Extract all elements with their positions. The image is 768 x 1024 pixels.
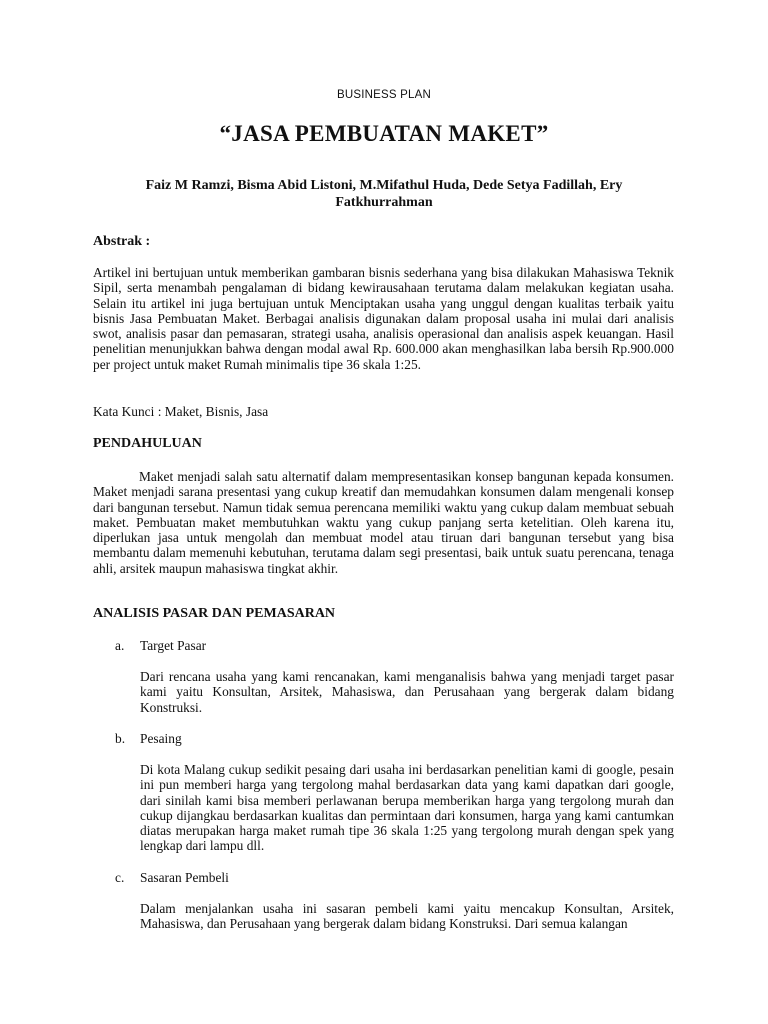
document-title: “JASA PEMBUATAN MAKET”	[219, 121, 549, 146]
list-text-sasaran-pembeli: Dalam menjalankan usaha ini sasaran pembeli kami yaitu mencakup Konsultan, Arsitek, Mahasiswa, dan Perusahaan yang bergerak dalam bidang Konstruksi. Dari semua kalangan	[140, 901, 674, 932]
header-label: BUSINESS PLAN	[337, 89, 431, 101]
intro-heading: PENDAHULUAN	[93, 436, 202, 451]
list-marker-b: b.	[115, 731, 126, 746]
list-marker-c: c.	[115, 870, 125, 885]
list-text-target-pasar: Dari rencana usaha yang kami rencanakan, kami menganalisis bahwa yang menjadi target pasar kami yaitu Konsultan, Arsitek, Mahasiswa, dan Perusahaan yang bergerak dalam bidang Konstruksi.	[140, 669, 674, 715]
list-text-pesaing: Di kota Malang cukup sedikit pesaing dari usaha ini berdasarkan penelitian kami di google, pesain ini pun memberi harga yang tergolong mahal berdasarkan data yang kami dapatkan dari google, dari sinilah kami bisa memberi perlawanan berupa memberikan harga yang tergolong murah dan cukup dijangkau berdasarkan kualitas dan permintaan dari konsumen, harga yang kami cantumkan diatas merupakan harga maket rumah tipe 36 skala 1:25 yang tergolong murah dengan spek yang lengkap dari lampu dll.	[140, 762, 674, 854]
abstract-heading: Abstrak :	[93, 234, 151, 249]
list-label-target-pasar: Target Pasar	[140, 638, 207, 653]
list-label-pesaing: Pesaing	[140, 731, 182, 746]
list-label-sasaran-pembeli: Sasaran Pembeli	[140, 870, 229, 885]
keywords: Kata Kunci : Maket, Bisnis, Jasa	[93, 404, 269, 419]
abstract-text: Artikel ini bertujuan untuk memberikan gambaran bisnis sederhana yang bisa dilakukan Mahasiswa Teknik Sipil, serta menambah pengalaman di bidang kewirausahaan terutama dalam melakukan kegiatan usaha. Selain itu artikel ini juga bertujuan untuk Menciptakan usaha yang unggul dengan kualitas terbaik yaitu bisnis Jasa Pembuatan Maket. Berbagai analisis digunakan dalam proposal usaha ini mulai dari analisis swot, analisis pasar dan pemasaran, strategi usaha, analisis operasional dan analisis aspek keuangan. Hasil penelitian menunjukkan bahwa dengan modal awal Rp. 600.000 akan menghasilkan laba bersih Rp.900.000 per project untuk maket Rumah minimalis tipe 36 skala 1:25.	[93, 265, 674, 372]
market-heading: ANALISIS PASAR DAN PEMASARAN	[93, 606, 336, 621]
intro-text: Maket menjadi salah satu alternatif dalam mempresentasikan konsep bangunan kepada konsumen. Maket menjadi sarana presentasi yang cukup kreatif dan memudahkan konsumen dalam mengenali konsep dari bangunan tersebut. Namun tidak semua perencana memiliki waktu yang cukup dalam membuat sebuah maket. Pembuatan maket membutuhkan waktu yang cukup panjang serta ketelitian. Oleh karena itu, diperlukan jasa untuk mengolah dan membuat model atau tiruan dari bangunan tersebut yang bisa membantu dalam memenuhi kebutuhan, terutama dalam segi presentasi, baik untuk suatu perencana, tenaga ahli, arsitek maupun mahasiswa tingkat akhir.	[93, 469, 674, 576]
authors: Faiz M Ramzi, Bisma Abid Listoni, M.Mifathul Huda, Dede Setya Fadillah, Ery Fatkhurrahman	[145, 178, 623, 210]
list-marker-a: a.	[115, 638, 125, 653]
